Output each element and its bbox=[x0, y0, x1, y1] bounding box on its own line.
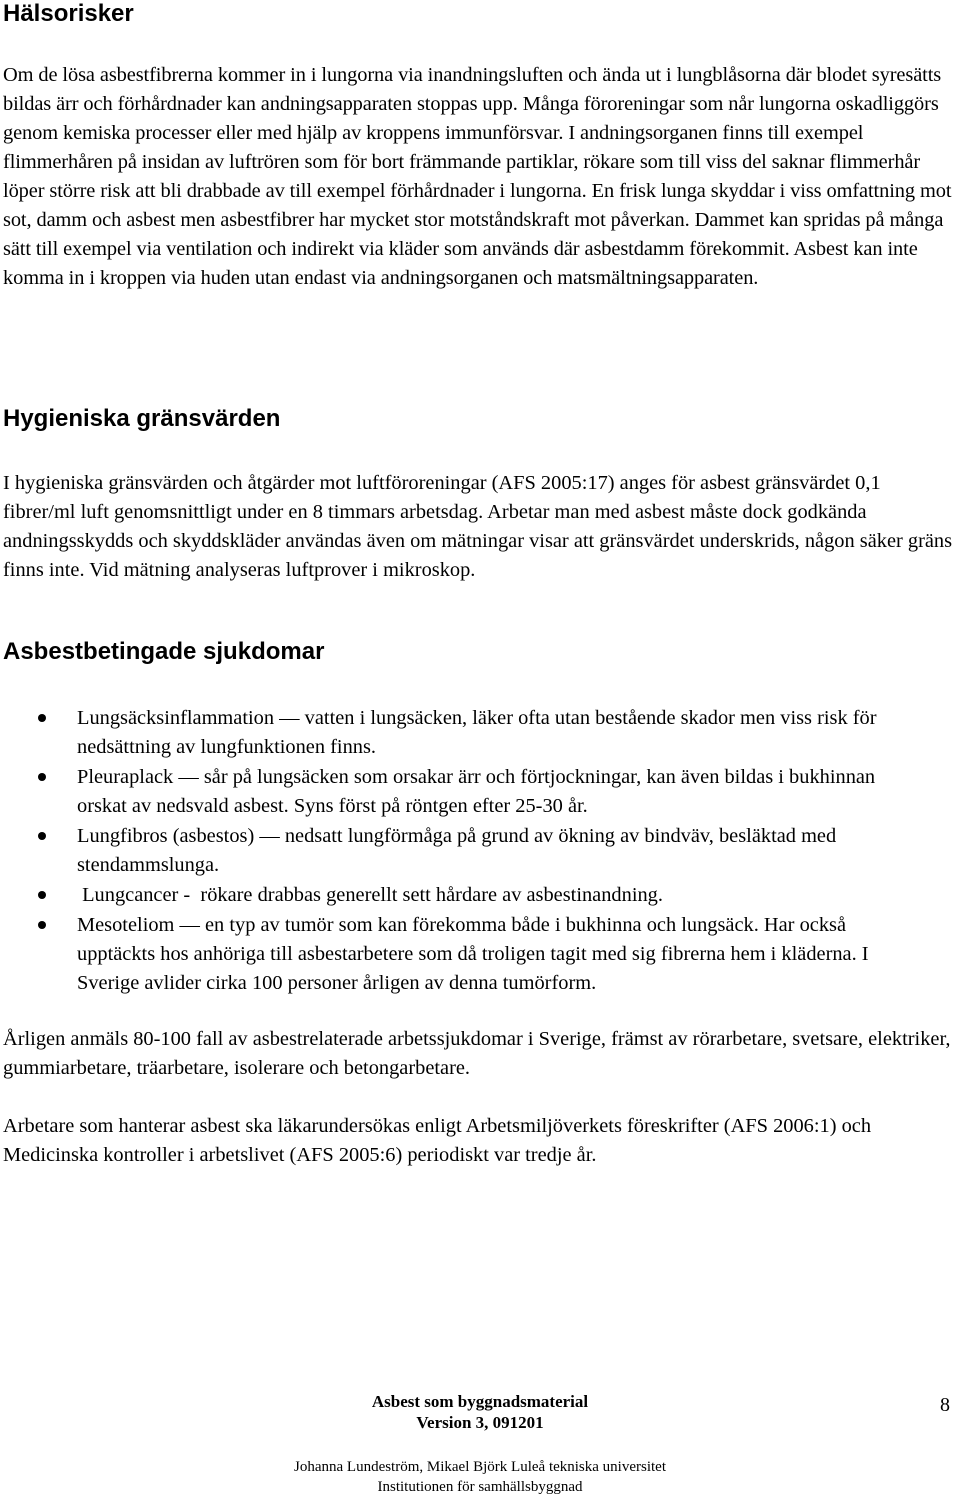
list-item-text: Pleuraplack — sår på lungsäcken som orsakar ärr och förtjockningar, kan även bildas i bukhinnan orskat av nedsvald asbest. Syns först på röntgen efter 25-30 år. bbox=[77, 766, 876, 817]
list-item-text: Lungsäcksinflammation — vatten i lungsäcken, läker ofta utan bestående skador men viss risk för nedsättning av lungfunktionen finns. bbox=[77, 707, 877, 758]
heading-halsorisker: Hälsorisker bbox=[3, 0, 134, 27]
page-number: 8 bbox=[940, 1394, 950, 1416]
heading-asbestbetingade-sjukdomar: Asbestbetingade sjukdomar bbox=[3, 638, 325, 665]
list-item-text: Lungfibros (asbestos) — nedsatt lungförmåga på grund av ökning av bindväv, besläktad med stendammslunga. bbox=[77, 825, 837, 876]
list-item bbox=[0, 881, 927, 910]
list-item bbox=[0, 704, 927, 762]
footer-institution: Institutionen för samhällsbyggnad bbox=[377, 1479, 583, 1495]
list-item-text: Lungcancer - rökare drabbas generellt sett hårdare av asbestinandning. bbox=[77, 884, 663, 906]
footer-authors: Johanna Lundeström, Mikael Björk Luleå tekniska universitet bbox=[294, 1459, 666, 1475]
paragraph-lakarundersokning: Arbetare som hanterar asbest ska läkarundersökas enligt Arbetsmiljöverkets föreskrifter (AFS 2006:1) och Medicinska kontroller i arbetslivet (AFS 2005:6) periodiskt var tredje år. bbox=[3, 1115, 872, 1166]
bullet-icon bbox=[38, 832, 46, 840]
list-item bbox=[0, 911, 927, 998]
bullet-icon bbox=[38, 891, 46, 899]
list-item bbox=[0, 822, 927, 880]
bullet-icon bbox=[38, 714, 46, 722]
footer-document-title: Asbest som byggnadsmaterial bbox=[371, 1392, 589, 1411]
paragraph-hygieniska-gransvarden: I hygieniska gränsvärden och åtgärder mot luftföroreningar (AFS 2005:17) anges för asbest gränsvärdet 0,1 fibrer/ml luft genomsnittligt under en 8 timmars arbetsdag. Arbetar man med asbest måste dock godkända andningsskydds och skyddskläder användas även om mätningar visar att gränsvärdet underskrids, någon säker gräns finns inte. Vid mätning analyseras luftprover i mikroskop. bbox=[3, 472, 953, 581]
list-item-text: Mesoteliom — en typ av tumör som kan förekomma både i bukhinna och lungsäck. Har också upptäckts hos anhöriga till asbestarbetere som då troligen tagit med sig fibrerna hem i kläderna. I Sverige avlider cirka 100 personer årligen av denna tumörform. bbox=[77, 914, 869, 994]
paragraph-halsorisker: Om de lösa asbestfibrerna kommer in i lungorna via inandningsluften och ända ut i lungblåsorna där blodet syresätts bildas ärr och förhårdnader kan andningsapparaten stoppas upp. Många föroreningar som når lungorna oskadliggörs genom kemiska processer eller med hjälp av kroppens immunförsvar. I andningsorganen finns till exempel flimmerhåren på insidan av luftrören som för bort främmande partiklar, rökare som till viss del saknar flimmerhår löper större risk att bli drabbade av till exempel förhårdnader i lungorna. En frisk lunga skyddar i viss omfattning mot sot, damm och asbest men asbestfibrer har mycket stor motståndskraft mot påverkan. Dammet kan spridas på många sätt till exempel via ventilation och indirekt via kläder som används där asbestdamm förekommit. Asbest kan inte komma in i kroppen via huden utan endast via andningsorganen och matsmältningsapparaten. bbox=[3, 64, 952, 289]
heading-hygieniska-gransvarden: Hygieniska gränsvärden bbox=[3, 405, 281, 432]
paragraph-arligen-anmals: Årligen anmäls 80-100 fall av asbestrelaterade arbetssjukdomar i Sverige, främst av rörarbetare, svetsare, elektriker, gummiarbetare, träarbetare, isolerare och betongarbetare. bbox=[3, 1028, 951, 1079]
bullet-icon bbox=[38, 773, 46, 781]
list-item bbox=[0, 763, 927, 821]
footer-version: Version 3, 091201 bbox=[416, 1413, 544, 1432]
bullet-icon bbox=[38, 921, 46, 929]
disease-list bbox=[0, 704, 960, 998]
